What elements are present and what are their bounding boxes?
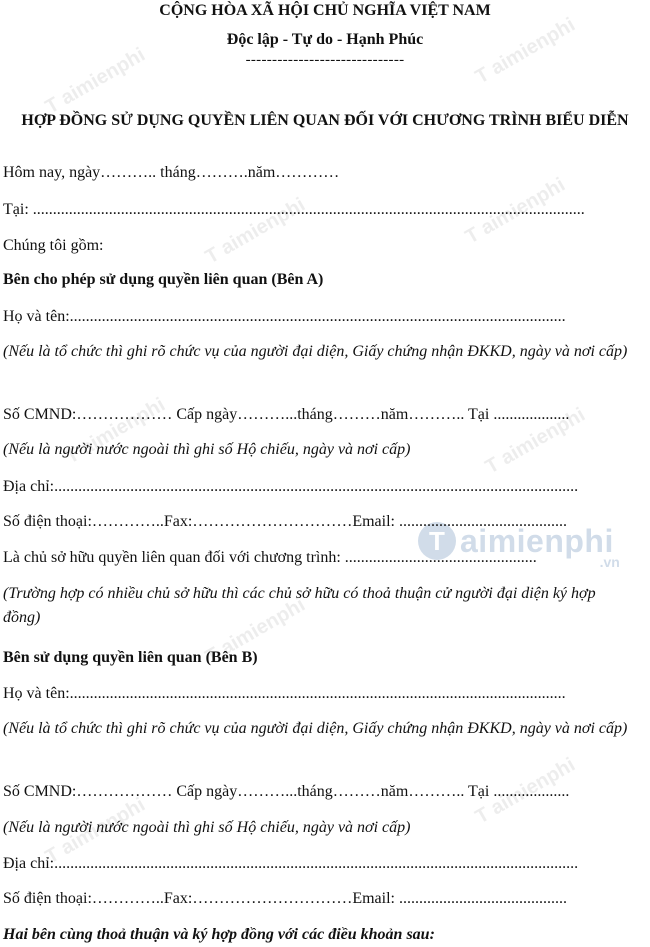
- watermark-text: T aimienphi: [61, 393, 169, 469]
- party-b-address-field: Địa chỉ:...................................................................................................................................: [3, 855, 579, 872]
- header-separator: ------------------------------: [245, 52, 405, 68]
- brand-name: aimienphi: [460, 522, 614, 559]
- party-b-name-field: Họ và tên:............................................................................................................................: [3, 685, 566, 702]
- contract-title: HỢP ĐỒNG SỬ DỤNG QUYỀN LIÊN QUAN ĐỐI VỚI CHƯƠNG TRÌNH BIỂU DIỄN: [21, 112, 629, 129]
- place-line: Tại: ..........................................................................................................................................: [3, 201, 585, 218]
- party-b-id-line: Số CMND:……………… Cấp ngày………...tháng………năm……….. Tại ...................: [3, 783, 570, 800]
- watermark-text: T aimienphi: [41, 43, 149, 119]
- party-a-multi-owner-note: (Trường hợp có nhiều chủ sở hữu thì các chủ sở hữu có thoả thuận cử người đại diện ký hợp đồng): [3, 585, 596, 626]
- brand-logo-icon: T: [418, 522, 456, 560]
- party-a-phone-line: Số điện thoại:…………..Fax:…………………………Email: ..........................................: [3, 513, 567, 530]
- watermark-text: T aimienphi: [481, 403, 589, 479]
- date-line: Hôm nay, ngày……….. tháng……….năm…………: [3, 164, 340, 181]
- party-b-org-note: (Nếu là tổ chức thì ghi rõ chức vụ của người đại diện, Giấy chứng nhận ĐKKD, ngày và nơi cấp): [3, 720, 628, 737]
- party-b-phone-line: Số điện thoại:…………..Fax:…………………………Email: ..........................................: [3, 890, 567, 907]
- party-a-id-line: Số CMND:……………… Cấp ngày………...tháng………năm……….. Tại ...................: [3, 406, 570, 423]
- watermark-text: T aimienphi: [41, 793, 149, 869]
- party-a-org-note: (Nếu là tổ chức thì ghi rõ chức vụ của người đại diện, Giấy chứng nhận ĐKKD, ngày và nơi cấp): [3, 343, 628, 360]
- watermark-text: T aimienphi: [201, 593, 309, 669]
- country-heading: CỘNG HÒA XÃ HỘI CHỦ NGHĨA VIỆT NAM: [159, 2, 491, 19]
- party-a-name-field: Họ và tên:............................................................................................................................: [3, 308, 566, 325]
- party-b-heading: Bên sử dụng quyền liên quan (Bên B): [3, 649, 258, 666]
- party-a-heading: Bên cho phép sử dụng quyền liên quan (Bên A): [3, 271, 324, 288]
- watermark-text: T aimienphi: [471, 13, 579, 89]
- intro-text: Chúng tôi gồm:: [3, 237, 104, 254]
- brand-domain: .vn: [599, 554, 620, 570]
- motto: Độc lập - Tự do - Hạnh Phúc: [226, 31, 424, 48]
- watermark-text: T aimienphi: [201, 193, 309, 269]
- closing-statement: Hai bên cùng thoả thuận và ký hợp đồng với các điều khoản sau:: [3, 926, 435, 943]
- party-a-foreign-note: (Nếu là người nước ngoài thì ghi số Hộ chiếu, ngày và nơi cấp): [3, 441, 411, 458]
- party-a-owner-line: Là chủ sở hữu quyền liên quan đối với chương trình: ................................................: [3, 549, 537, 566]
- watermark-text: T aimienphi: [461, 173, 569, 249]
- party-a-address-field: Địa chỉ:...................................................................................................................................: [3, 478, 579, 495]
- watermark-text: T aimienphi: [471, 753, 579, 829]
- party-b-foreign-note: (Nếu là người nước ngoài thì ghi số Hộ chiếu, ngày và nơi cấp): [3, 819, 411, 836]
